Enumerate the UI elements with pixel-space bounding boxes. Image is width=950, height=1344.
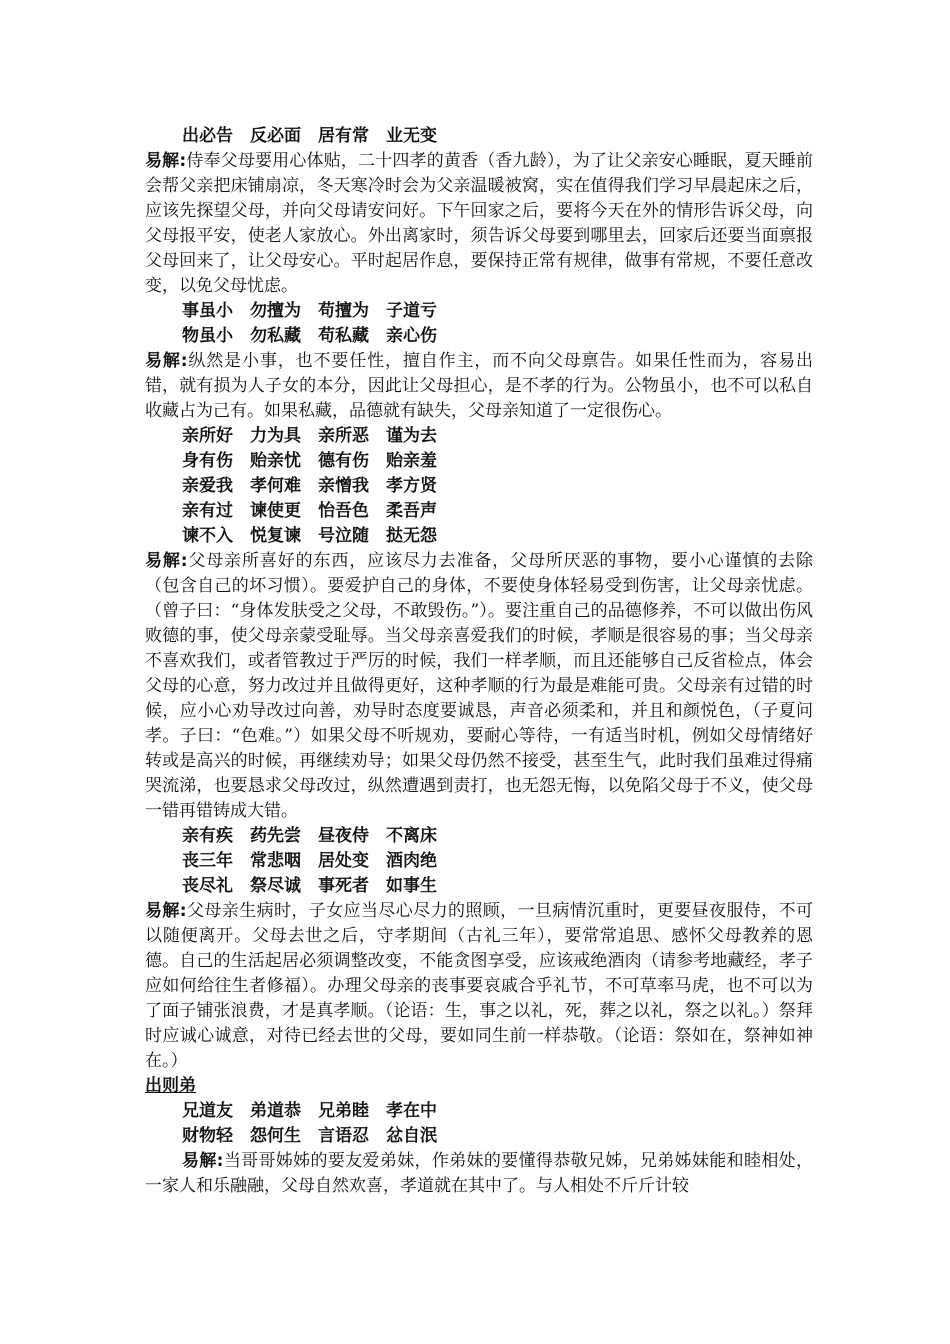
- explanation-text: 父母亲生病时，子女应当尽心尽力的照顾，一旦病情沉重时，更要昼夜服侍，不可以随便离开。父母去世之后，守孝期间（古礼三年），要常常追思、感怀父母教养的恩德。自己的生活起居必须调整改变，不能贪图享受，应该戒绝酒肉（请参考地藏经，孝子应如何给往生者修福）。办理父母亲的丧事要哀戚合乎礼节，不可草率马虎，也不可以为了面子铺张浪费，才是真孝顺。（论语：生，事之以礼，死，葬之以礼，祭之以礼。）祭拜时应诚心诚意，对待已经去世的父母，要如同生前一样恭敬。（论语：祭如在，祭神如神在。）: [145, 901, 813, 1071]
- verse-line: 亲有疾 药先尝 昼夜侍 不离床: [182, 826, 437, 846]
- chapter-heading: 出则弟: [145, 1076, 196, 1096]
- section-3: [145, 424, 813, 824]
- explanation-label: 易解:: [145, 901, 187, 921]
- section-1: [145, 124, 813, 299]
- explanation-label: 易解:: [145, 551, 188, 571]
- document-page: [145, 124, 813, 1199]
- explanation-text: 父母亲所喜好的东西，应该尽力去准备，父母所厌恶的事物，要小心谨慎的去除（包含自己的坏习惯）。要爱护自己的身体，不要使身体轻易受到伤害，让父母亲忧虑。（曾子曰：“身体发肤受之父母，不敢毁伤。”）。要注重自己的品德修养，不可以做出伤风败德的事，使父母亲蒙受耻辱。当父母亲喜爱我们的时候，孝顺是很容易的事；当父母亲不喜欢我们，或者管教过于严厉的时候，我们一样孝顺，而且还能够自己反省检点，体会父母的心意，努力改过并且做得更好，这种孝顺的行为最是难能可贵。父母亲有过错的时候，应小心劝导改过向善，劝导时态度要诚恳，声音必须柔和，并且和颜悦色，（子夏问孝。子曰：“色难。”）如果父母不听规劝，要耐心等待，一有适当时机，例如父母情绪好转或是高兴的时候，再继续劝导；如果父母仍然不接受，甚至生气，此时我们虽难过得痛哭流涕，也要恳求父母改过，纵然遭遇到责打，也无怨无悔，以免陷父母于不义，使父母一错再错铸成大错。: [145, 551, 813, 821]
- verse-line: 出必告 反必面 居有常 业无变: [182, 126, 437, 146]
- verse-line: 谏不入 悦复谏 号泣随 挞无怨: [182, 526, 437, 546]
- explanation-label: 易解:: [145, 351, 188, 371]
- explanation-text: 当哥哥姊姊的要友爱弟妹，作弟妹的要懂得恭敬兄姊，兄弟姊妹能和睦相处，一家人和乐融融，父母自然欢喜，孝道就在其中了。与人相处不斤斤计较: [145, 1151, 813, 1196]
- verse-line: 身有伤 贻亲忧 德有伤 贻亲羞: [182, 451, 437, 471]
- explanation-paragraph: [145, 149, 813, 299]
- explanation-paragraph: [145, 549, 813, 824]
- verse-line: 亲爱我 孝何难 亲憎我 孝方贤: [182, 476, 437, 496]
- verse-line: 亲有过 谏使更 怡吾色 柔吾声: [182, 501, 437, 521]
- verse-line: 事虽小 勿擅为 苟擅为 子道亏: [182, 301, 437, 321]
- explanation-paragraph: [145, 899, 813, 1074]
- explanation-label: 易解:: [182, 1151, 224, 1171]
- verse-line: 亲所好 力为具 亲所恶 谨为去: [182, 426, 437, 446]
- section-2: [145, 299, 813, 424]
- explanation-text: 侍奉父母要用心体贴，二十四孝的黄香（香九龄），为了让父亲安心睡眠，夏天睡前会帮父亲把床铺扇凉，冬天寒冷时会为父亲温暖被窝，实在值得我们学习早晨起床之后，应该先探望父母，并向父母请安问好。下午回家之后，要将今天在外的情形告诉父母，向父母报平安，使老人家放心。外出离家时，须告诉父母要到哪里去，回家后还要当面禀报父母回来了，让父母安心。平时起居作息，要保持正常有规律，做事有常规，不要任意改变，以免父母忧虑。: [145, 151, 813, 296]
- verse-line: 财物轻 怨何生 言语忍 忿自泯: [182, 1126, 437, 1146]
- verse-line: 丧三年 常悲咽 居处变 酒肉绝: [182, 851, 437, 871]
- verse-line: 丧尽礼 祭尽诚 事死者 如事生: [182, 876, 437, 896]
- section-5: [145, 1099, 813, 1199]
- verse-line: 物虽小 勿私藏 苟私藏 亲心伤: [182, 326, 437, 346]
- verse-line: 兄道友 弟道恭 兄弟睦 孝在中: [182, 1101, 437, 1121]
- explanation-label: 易解:: [145, 151, 187, 171]
- explanation-text: 纵然是小事，也不要任性，擅自作主，而不向父母禀告。如果任性而为，容易出错，就有损为人子女的本分，因此让父母担心，是不孝的行为。公物虽小，也不可以私自收藏占为己有。如果私藏，品德就有缺失，父母亲知道了一定很伤心。: [145, 351, 813, 421]
- section-4: [145, 824, 813, 1074]
- explanation-paragraph: [145, 349, 813, 424]
- explanation-paragraph: [145, 1149, 813, 1199]
